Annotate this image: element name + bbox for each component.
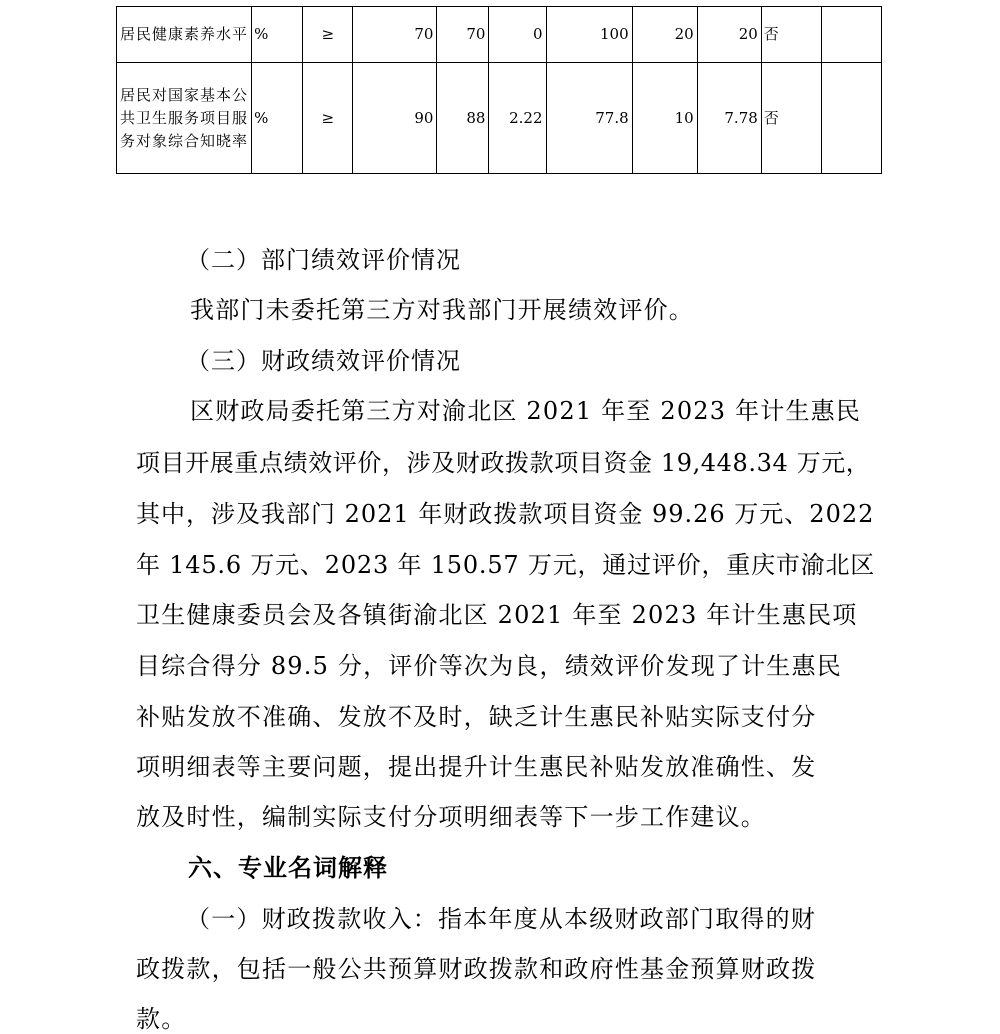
flag-cell: 否: [761, 63, 821, 174]
paragraph-line: 补贴发放不准确、发放不及时，缺乏计生惠民补贴实际支付分: [136, 703, 817, 731]
paragraph-line: 项目开展重点绩效评价，涉及财政拨款项目资金 19,448.34 万元，: [136, 449, 871, 477]
section6-heading: 六、专业名词解释: [188, 854, 388, 882]
value-cell: 70: [437, 7, 489, 63]
extra-cell: [821, 7, 881, 63]
table-row: [117, 7, 882, 63]
value-cell: 77.8: [546, 63, 632, 174]
value-cell: 2.22: [489, 63, 546, 174]
value-cell: 10: [632, 63, 697, 174]
section2-heading: （二）部门绩效评价情况: [186, 246, 461, 274]
unit-cell: %: [252, 7, 303, 63]
table-row: [117, 63, 882, 174]
performance-table: [116, 6, 882, 174]
paragraph-line: 项明细表等主要问题，提出提升计生惠民补贴发放准确性、发: [136, 753, 817, 781]
paragraph-line: 放及时性，编制实际支付分项明细表等下一步工作建议。: [136, 803, 766, 831]
unit-cell: %: [252, 63, 303, 174]
value-cell: 7.78: [697, 63, 761, 174]
paragraph-line: 年 145.6 万元、2023 年 150.57 万元，通过评价，重庆市渝北区: [136, 551, 876, 579]
extra-cell: [821, 63, 881, 174]
paragraph-line: 区财政局委托第三方对渝北区 2021 年至 2023 年计生惠民: [190, 397, 862, 425]
paragraph-line: （一）财政拨款收入：指本年度从本级财政部门取得的财: [186, 905, 816, 933]
indicator-name: 居民对国家基本公共卫生服务项目服务对象综合知晓率: [117, 63, 252, 174]
value-cell: 90: [353, 63, 437, 174]
section2-text: 我部门未委托第三方对我部门开展绩效评价。: [190, 296, 694, 324]
paragraph-line: 其中，涉及我部门 2021 年财政拨款项目资金 99.26 万元、2022: [136, 500, 875, 528]
section3-heading: （三）财政绩效评价情况: [186, 347, 461, 375]
operator-cell: ≥: [303, 63, 353, 174]
paragraph-line: 卫生健康委员会及各镇街渝北区 2021 年至 2023 年计生惠民项: [136, 601, 858, 629]
paragraph-line: 政拨款，包括一般公共预算财政拨款和政府性基金预算财政拨: [136, 955, 817, 983]
value-cell: 88: [437, 63, 489, 174]
value-cell: 20: [697, 7, 761, 63]
paragraph-line: 款。: [136, 1005, 187, 1033]
value-cell: 70: [353, 7, 437, 63]
value-cell: 0: [489, 7, 546, 63]
flag-cell: 否: [761, 7, 821, 63]
paragraph-line: 目综合得分 89.5 分，评价等次为良，绩效评价发现了计生惠民: [136, 652, 842, 680]
value-cell: 20: [632, 7, 697, 63]
operator-cell: ≥: [303, 7, 353, 63]
value-cell: 100: [546, 7, 632, 63]
indicator-name: 居民健康素养水平: [117, 7, 252, 63]
